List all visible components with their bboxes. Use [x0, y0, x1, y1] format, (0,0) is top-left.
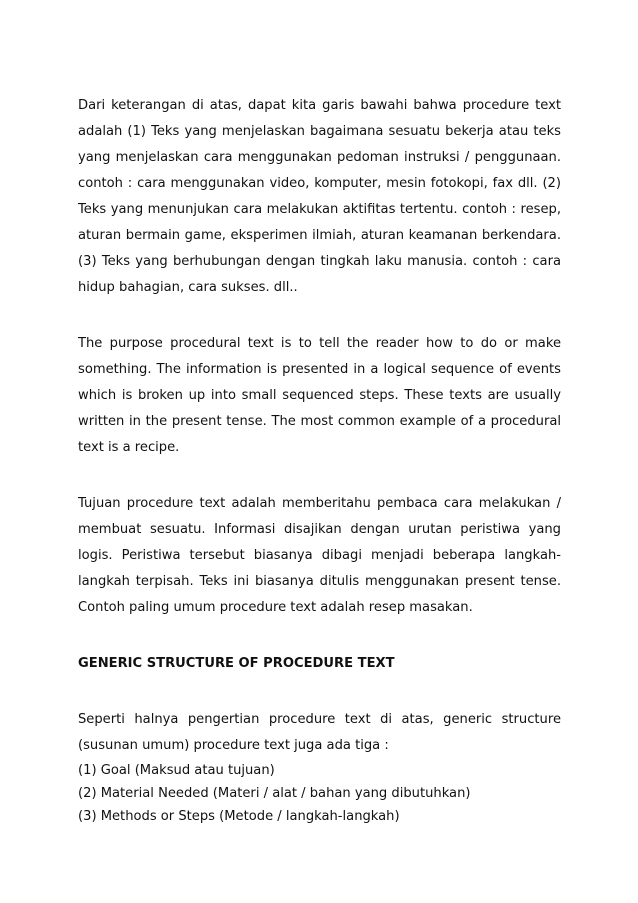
- structure-item-steps: (3) Methods or Steps (Metode / langkah-langkah): [78, 809, 400, 824]
- structure-intro: Seperti halnya pengertian procedure text di atas, generic structure (susunan umum) procedure text juga ada tiga :: [78, 712, 561, 753]
- paragraph-purpose-english: The purpose procedural text is to tell the reader how to do or make something. The information is presented in a logical sequence of events which is broken up into small sequenced steps. These texts are usually written in the present tense. The most common example of a procedural text is a recipe.: [78, 336, 561, 455]
- paragraph-definition: Dari keterangan di atas, dapat kita garis bawahi bahwa procedure text adalah (1) Teks yang menjelaskan bagaimana sesuatu bekerja atau teks yang menjelaskan cara menggunakan pedoman instruksi / penggunaan. contoh : cara menggunakan video, komputer, mesin fotokopi, fax dll. (2) Teks yang menunjukan cara melakukan aktifitas tertentu. contoh : resep, aturan bermain game, eksperimen ilmiah, aturan keamanan berkendara. (3) Teks yang berhubungan dengan tingkah laku manusia. contoh : cara hidup bahagian, cara sukses. dll..: [78, 98, 561, 295]
- document-page: [78, 93, 561, 828]
- paragraph-purpose-indonesian: Tujuan procedure text adalah memberitahu pembaca cara melakukan / membuat sesuatu. Informasi disajikan dengan urutan peristiwa yang logis. Peristiwa tersebut biasanya dibagi menjadi beberapa langkah-langkah terpisah. Teks ini biasanya ditulis menggunakan present tense. Contoh paling umum procedure text adalah resep masakan.: [78, 496, 561, 615]
- section-heading: GENERIC STRUCTURE OF PROCEDURE TEXT: [78, 656, 395, 671]
- structure-item-material: (2) Material Needed (Materi / alat / bahan yang dibutuhkan): [78, 786, 471, 801]
- structure-item-goal: (1) Goal (Maksud atau tujuan): [78, 763, 275, 778]
